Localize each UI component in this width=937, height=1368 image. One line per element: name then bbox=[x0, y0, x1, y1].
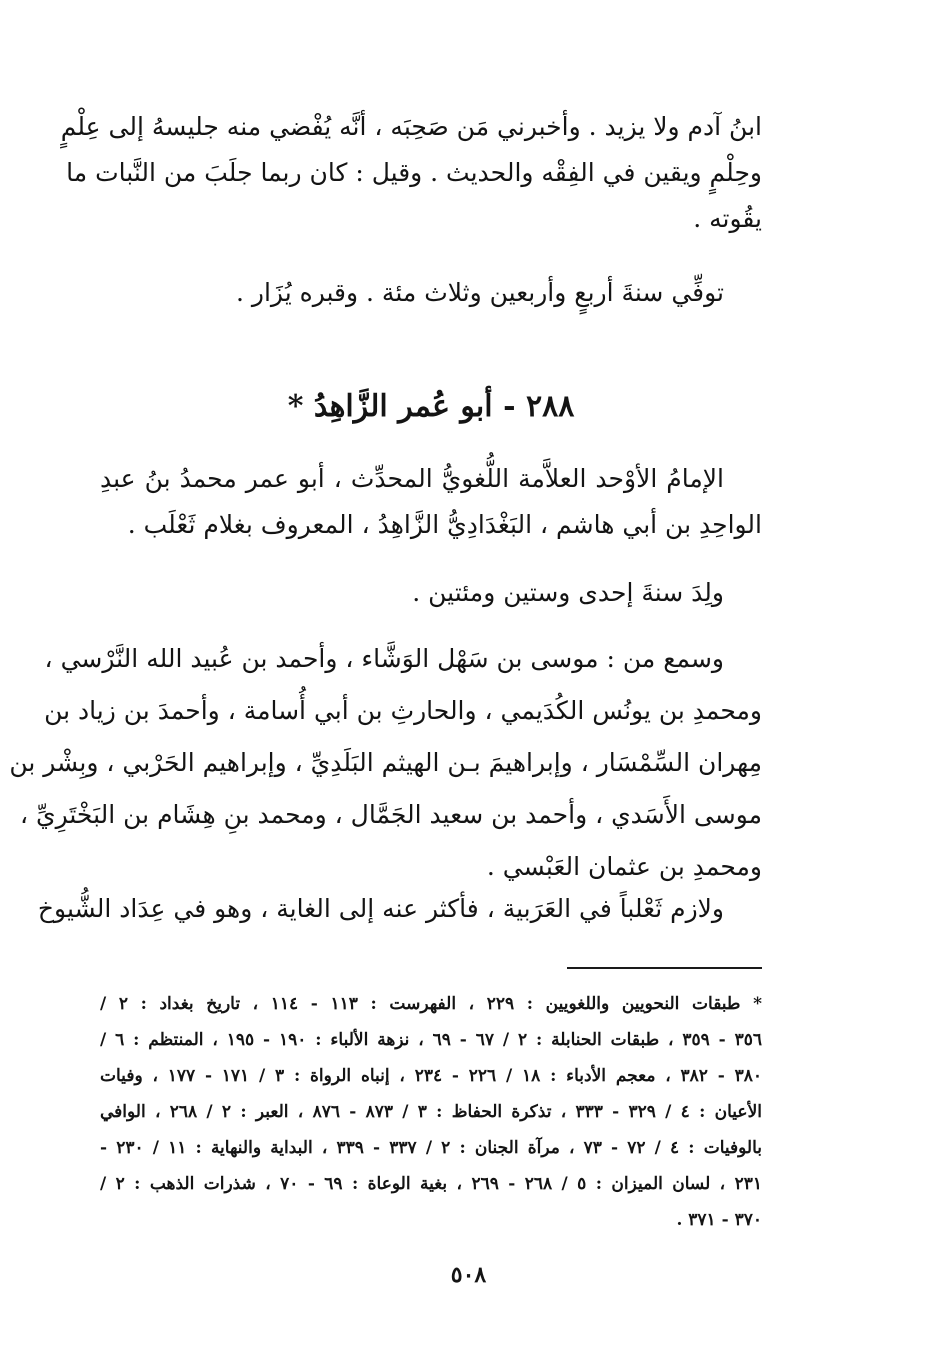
text-line: ولازم ثَعْلباً في العَرَبية ، فأكثر عنه إلى الغاية ، وهو في عِدَاد الشُّيوخ bbox=[37, 894, 724, 923]
footnote-line: ٣٧٠ - ٣٧١ . bbox=[676, 1210, 762, 1230]
text-line: وسمع من : موسى بن سَهْل الوَشَّاء ، وأحمد بن عُبيد الله النَّرْسي ، bbox=[44, 644, 724, 673]
footnote-line: ٣٥٦ - ٣٥٩ ، طبقات الحنابلة : ٢ / ٦٧ - ٦٩ ، نزهة الألباء : ١٩٠ - ١٩٥ ، المنتظم : ٦ / bbox=[100, 1030, 762, 1050]
footnote-line: بالوفيات : ٤ / ٧٢ - ٧٣ ، مرآة الجنان : ٢ / ٣٣٧ - ٣٣٩ ، البداية والنهاية : ١١ / ٢٣٠ - bbox=[100, 1138, 763, 1158]
text-line: ومحمدِ بن يونُس الكُدَيمي ، والحارثِ بن أبي أُسامة ، وأحمدَ بن زياد بن bbox=[44, 696, 762, 725]
text-line: توفِّي سنةَ أربعٍ وأربعين وثلاث مئة . وقبره يُزَار . bbox=[236, 278, 724, 307]
text-line: وحِلْمٍ ويقين في الفِقْه والحديث . وقيل : كان ربما جلَبَ من النَّبات ما bbox=[66, 158, 762, 187]
footnote-line: الأعيان : ٤ / ٣٢٩ - ٣٣٣ ، تذكرة الحفاظ : ٣ / ٨٧٣ - ٨٧٦ ، العبر : ٢ / ٢٦٨ ، الوافي bbox=[100, 1102, 762, 1122]
entry-heading: ٢٨٨ - أبو عُمر الزَّاهِدُ * bbox=[287, 389, 575, 424]
footnote-divider bbox=[567, 967, 762, 969]
text-line: الإمامُ الأوْحد العلاَّمة اللُّغويُّ المحدِّث ، أبو عمر محمدُ بنُ عبدِ bbox=[100, 464, 724, 493]
text-line: ومحمدِ بن عثمان العَبْسي . bbox=[486, 852, 762, 881]
footnote-line: ٣٨٠ - ٣٨٢ ، معجم الأدباء : ١٨ / ٢٢٦ - ٢٣٤ ، إنباه الرواة : ٣ / ١٧١ - ١٧٧ ، وفيات bbox=[100, 1066, 762, 1086]
text-line: ولِدَ سنةَ إحدى وستين ومئتين . bbox=[412, 578, 724, 607]
death-note bbox=[100, 270, 762, 316]
previous-entry-paragraph bbox=[60, 104, 762, 242]
footnote-sources bbox=[100, 986, 762, 1238]
footnote-line: ٢٣١ ، لسان الميزان : ٥ / ٢٦٨ - ٢٦٩ ، بغية الوعاة : ٦٩ - ٧٠ ، شذرات الذهب : ٢ / bbox=[100, 1174, 762, 1194]
biography-intro bbox=[100, 456, 762, 548]
text-line: يقُوته . bbox=[693, 204, 762, 233]
birth-note bbox=[100, 570, 762, 616]
teachers-paragraph bbox=[9, 633, 762, 893]
text-line: مِهران السِّمْسَار ، وإبراهيمَ بـن الهيثم البَلَدِيِّ ، وإبراهيم الحَرْبي ، وبِشْر بن bbox=[9, 748, 762, 777]
footnote-line: * طبقات النحويين واللغويين : ٢٢٩ ، الفهرست : ١١٣ - ١١٤ ، تاريخ بغداد : ٢ / bbox=[100, 994, 762, 1014]
text-line: موسى الأَسَدي ، وأحمد بن سعيد الجَمَّال ، ومحمد بنِ هِشَام بن البَخْتَرِيِّ ، bbox=[20, 800, 762, 829]
text-line: ابنُ آدم ولا يزيد . وأخبرني مَن صَحِبَه ، أنَّه يُفْضي منه جليسهُ إلى عِلْمٍ bbox=[60, 112, 762, 141]
page-number: ٥٠٨ bbox=[450, 1262, 487, 1288]
text-line: الواحِدِ بن أبي هاشم ، البَغْدَادِيُّ الزَّاهِدُ ، المعروف بغلام ثَعْلَب . bbox=[127, 510, 762, 539]
study-paragraph bbox=[37, 886, 762, 932]
